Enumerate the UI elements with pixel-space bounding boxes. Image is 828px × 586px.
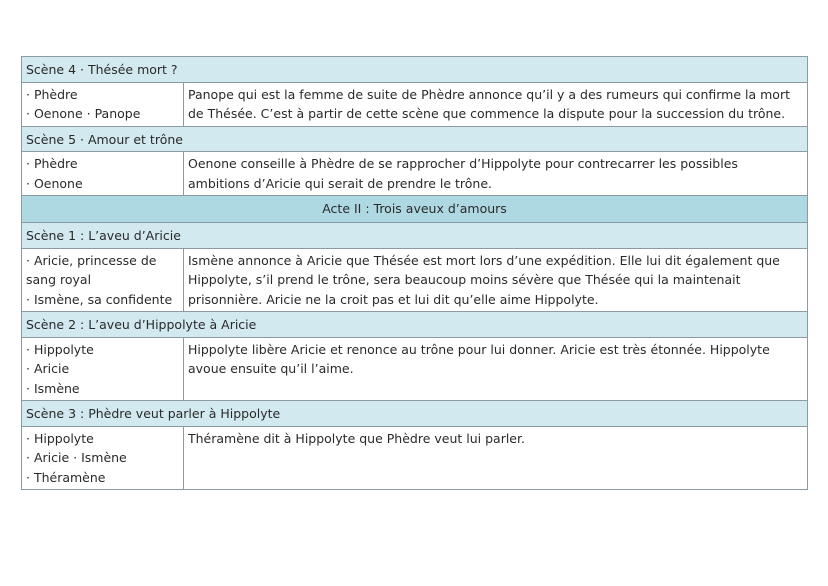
scene-summary	[184, 248, 808, 312]
scene-characters	[22, 152, 184, 196]
character-line: · Aricie	[26, 361, 70, 376]
scene-header-row	[22, 57, 808, 83]
character-line: · Phèdre	[26, 156, 78, 171]
character-line: · Ismène, sa confidente	[26, 291, 173, 307]
act-title: Acte II : Trois aveux d’amours	[22, 196, 808, 223]
summary-text: Panope qui est la femme de suite de Phèdre annonce qu’il y a des rumeurs qui confirme la mort de Thésée. C’est à partir de cette scène que commence la dispute pour la succession du trône.	[188, 86, 790, 121]
character-line: · Oenone	[26, 175, 83, 191]
scene-content-row	[22, 426, 808, 490]
scene-characters	[22, 426, 184, 490]
character-line: · Hippolyte	[26, 341, 94, 357]
scene-header-row	[22, 126, 808, 152]
scene-content-row	[22, 82, 808, 126]
character-line: · Phèdre	[26, 86, 78, 102]
scene-title: Scène 5 · Amour et trône	[22, 126, 808, 152]
character-line: · Aricie, princesse de sang royal	[26, 252, 157, 287]
character-line: · Ismène	[26, 380, 80, 396]
character-line: · Aricie · Ismène	[26, 450, 127, 465]
scene-content-row	[22, 337, 808, 401]
summary-text: Ismène annonce à Aricie que Thésée est mort lors d’une expédition. Elle lui dit également que Hippolyte, s’il prend le trône, sera beaucoup moins sévère que Thésée qui la maintenait prisonnière. Aricie ne la croit pas et lui dit qu’elle aime Hippolyte.	[188, 252, 780, 307]
scene-characters	[22, 248, 184, 312]
scene-content-row	[22, 152, 808, 196]
scene-title: Scène 4 · Thésée mort ?	[22, 57, 808, 83]
character-line: · Hippolyte	[26, 430, 94, 446]
character-line: · Oenone · Panope	[26, 106, 141, 121]
act-header-row	[22, 196, 808, 223]
scene-header-row	[22, 312, 808, 338]
scene-title: Scène 3 : Phèdre veut parler à Hippolyte	[22, 401, 808, 427]
scene-summary	[184, 82, 808, 126]
scenes-table	[21, 56, 808, 490]
character-line: · Théramène	[26, 469, 106, 485]
scene-header-row	[22, 401, 808, 427]
scene-summary	[184, 152, 808, 196]
scene-characters	[22, 82, 184, 126]
scene-summary	[184, 426, 808, 490]
scene-title: Scène 1 : L’aveu d’Aricie	[22, 223, 808, 249]
scene-characters	[22, 337, 184, 401]
scene-header-row	[22, 223, 808, 249]
scene-summary	[184, 337, 808, 401]
scene-title: Scène 2 : L’aveu d’Hippolyte à Aricie	[22, 312, 808, 338]
summary-text: Hippolyte libère Aricie et renonce au trône pour lui donner. Aricie est très étonnée. Hippolyte avoue ensuite qu’il l’aime.	[188, 341, 770, 376]
scene-content-row	[22, 248, 808, 312]
summary-text: Théramène dit à Hippolyte que Phèdre veut lui parler.	[188, 430, 525, 446]
summary-text: Oenone conseille à Phèdre de se rapprocher d’Hippolyte pour contrecarrer les possibles ambitions d’Aricie qui serait de prendre le trône.	[188, 156, 738, 191]
